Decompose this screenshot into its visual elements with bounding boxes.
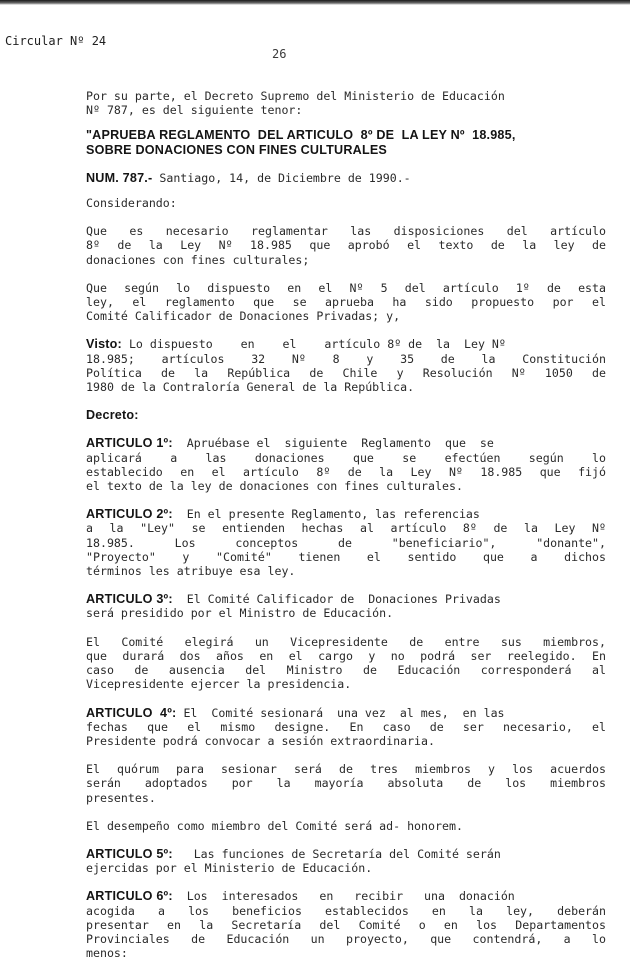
decree-number: NUM. 787.-: [86, 170, 153, 185]
article-4: ARTICULO 4º: El Comité sesionará una vez al mes, en las fechas que el mismo designe. En caso de ser necesario, el Presidente podrá convocar a sesión extraordinaria.: [86, 705, 606, 748]
decree-number-line: [86, 171, 606, 185]
article-1-label: ARTICULO 1º:: [86, 436, 173, 451]
article-4-paragraph-3: El desempeño como miembro del Comité será ad- honorem.: [86, 818, 463, 833]
article-3-label: ARTICULO 3º:: [86, 592, 173, 607]
page-number: 26: [272, 47, 287, 61]
considerando-paragraph-1: Que es necesario reglamentar las disposiciones del artículo 8º de la Ley Nº 18.985 que aprobó el texto de la ley de donaciones con fines culturales;: [86, 224, 606, 267]
article-4-paragraph-2: El quórum para sesionar será de tres miembros y los acuerdos serán adoptados por la mayoría absoluta de los miembros presentes.: [86, 762, 606, 805]
article-3: ARTICULO 3º: El Comité Calificador de Donaciones Privadas será presidido por el Ministro de Educación.: [86, 592, 501, 621]
circular-label: Circular Nº 24: [5, 34, 107, 48]
scan-top-edge: [0, 0, 630, 5]
article-6: ARTICULO 6º: Los interesados en recibir una donación acogida a los beneficios establecidos en la ley, deberán presentar en la Secretaría del Comité o en los Departamentos Provinciales de Educación un proyecto, que contendrá, a lo menos:: [86, 889, 606, 961]
article-3-paragraph-2: El Comité elegirá un Vicepresidente de entre sus miembros, que durará dos años en el cargo y no podrá ser reelegido. En caso de ausencia del Ministro de Educación corresponderá al Vicepresidente ejercer la presidencia.: [86, 634, 606, 692]
article-6-label: ARTICULO 6º:: [86, 889, 173, 904]
article-1: ARTICULO 1º: Apruébase el siguiente Reglamento que se aplicará a las donaciones que se efectúen según lo establecido en el artículo 8º de la Ley Nº 18.985 que fijó el texto de la ley de donaciones con fines culturales.: [86, 436, 606, 494]
article-5: ARTICULO 5º: Las funciones de Secretaría del Comité serán ejercidas por el Ministerio de Educación.: [86, 846, 501, 876]
considerando-heading: Considerando:: [86, 196, 177, 211]
visto-label: Visto:: [86, 337, 122, 352]
decree-title: "APRUEBA REGLAMENTO DEL ARTICULO 8º DE LA LEY Nº 18.985, SOBRE DONACIONES CON FINES CULTURALES: [86, 128, 516, 157]
article-4-label: ARTICULO 4º:: [86, 705, 177, 720]
decreto-heading: Decreto:: [86, 408, 139, 423]
considerando-paragraph-2: Que según lo dispuesto en el Nº 5 del artículo 1º de esta ley, el reglamento que se aprueba ha sido propuesto por el Comité Calificador de Donaciones Privadas; y,: [86, 280, 606, 324]
intro-paragraph: Por su parte, el Decreto Supremo del Ministerio de Educación Nº 787, es del siguiente tenor:: [86, 89, 505, 118]
document-body: [86, 89, 606, 960]
article-2: ARTICULO 2º: En el presente Reglamento, las referencias a la "Ley" se entienden hechas al artículo 8º de la Ley Nº 18.985. Los conceptos de "beneficiario", "donante", "Proyecto" y "Comité" tienen el sentido que a dichos términos les atribuye esa ley.: [86, 507, 606, 579]
decree-place-date: Santiago, 14, de Diciembre de 1990.-: [152, 170, 411, 185]
article-5-label: ARTICULO 5º:: [86, 846, 173, 861]
visto-paragraph: Visto: Lo dispuesto en el artículo 8º de la Ley Nº 18.985; artículos 32 Nº 8 y 35 de la Constitución Política de la República de Chile y Resolución Nº 1050 de 1980 de la Contraloría General de la República.: [86, 337, 606, 395]
article-2-label: ARTICULO 2º:: [86, 507, 173, 522]
